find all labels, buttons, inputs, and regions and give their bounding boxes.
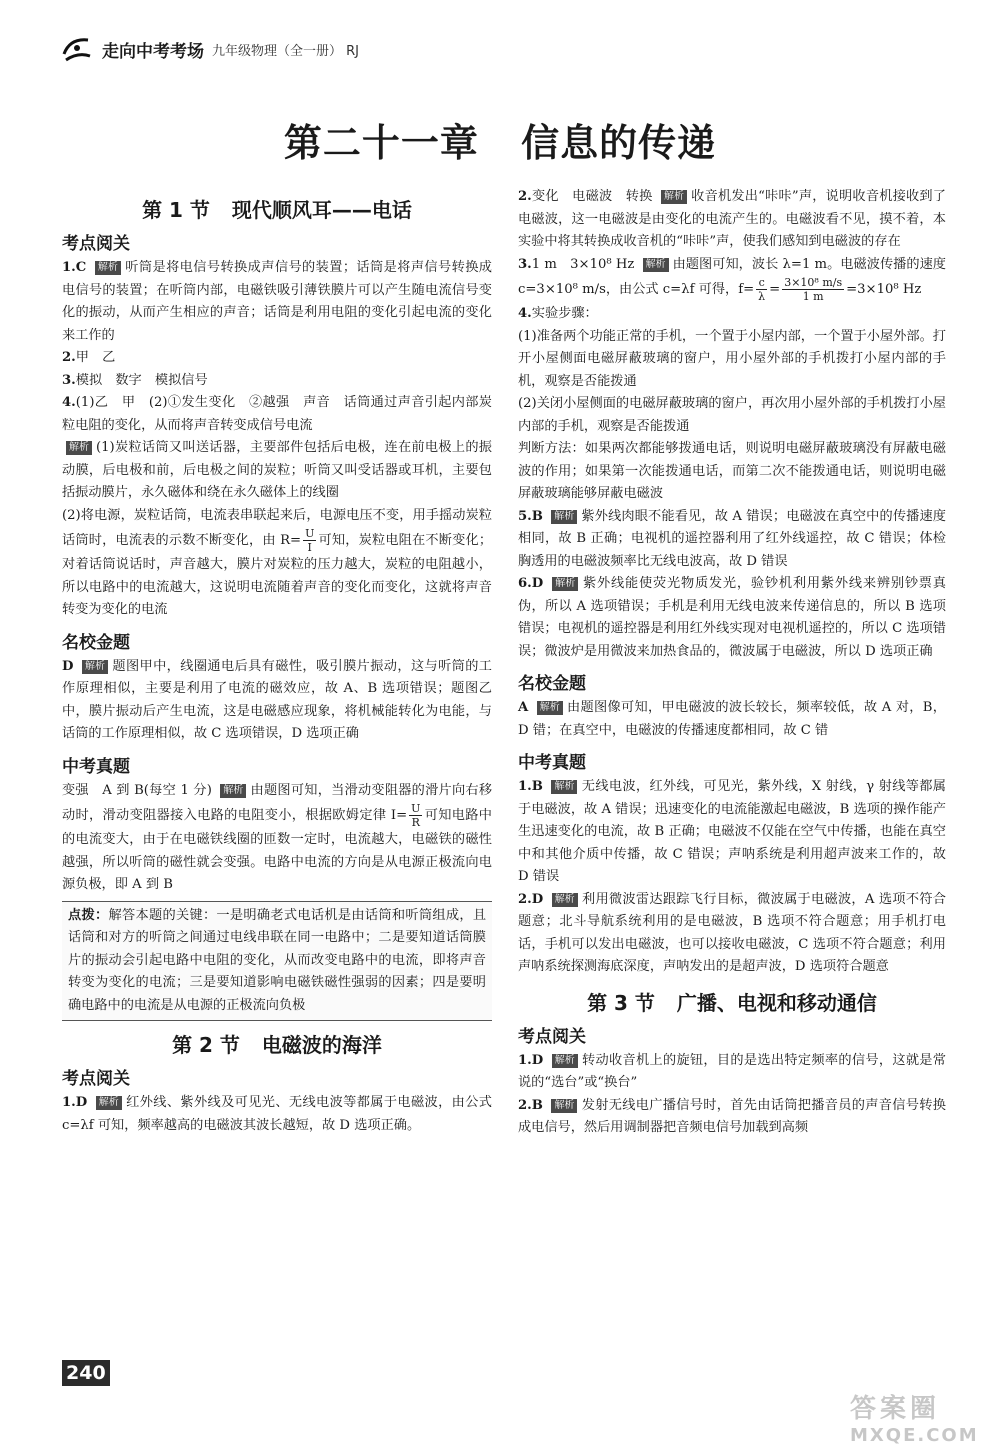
fraction: $\frac{U}{R}$ (411, 802, 421, 829)
answer-item: 3.模拟 数字 模拟信号 (62, 372, 208, 388)
answer-item: 判断方法：如果两次都能够拨通电话，则说明电磁屏蔽玻璃没有屏蔽电磁波的作用；如果第一次能拨通电话，而第二次不能拨通电话，则说明电磁屏蔽玻璃能够屏蔽电磁波 (518, 441, 946, 501)
answer-item: 4.实验步骤： (518, 306, 598, 321)
tip-box: 点拨：解答本题的关键：一是明确老式电话机是由话筒和听筒组成，且话筒和对方的听筒之间通过电线串联在同一电路中；二是要知道话筒膜片的振动会引起电路中电阻的变化，从而改变电路中的电流，即将声音转变为变化的电流；三是要知道影响电磁铁磁性强弱的因素；四是要明确电路中的电流是从电源的正极流向负极 (62, 901, 492, 1022)
answer-item: 5.B 解析 紫外线肉眼不能看见，故 A 错误；电磁波在真空中的传播速度相同，故 B 正确；电视机的遥控器利用了红外线遥控，故 C 错误；体检胸透用的电磁波频率比无线电波高，故 D 错误 (518, 508, 946, 569)
analysis-tag: 解析 (552, 1054, 578, 1068)
chapter-name: 信息的传递 (521, 121, 717, 165)
analysis-tag: 解析 (643, 258, 669, 272)
watermark-line2: MXQE.COM (850, 1425, 979, 1446)
section-3-title: 第 3 节 广播、电视和移动通信 (587, 990, 877, 1015)
heading-zhongkao: 中考真题 (518, 753, 586, 773)
watermark-logo (850, 1388, 980, 1446)
page-number: 240 (62, 1360, 110, 1386)
heading-mingxiao: 名校金题 (518, 674, 586, 694)
chapter-label: 第二十一章 (283, 121, 479, 165)
analysis-tag: 解析 (66, 441, 92, 455)
heading-mingxiao: 名校金题 (62, 632, 130, 653)
brand-name: 走向中考考场 (102, 41, 204, 62)
analysis-tag: 解析 (551, 1099, 577, 1113)
page-header (60, 34, 359, 64)
section-1-title: 第 1 节 现代顺风耳——电话 (142, 198, 412, 222)
answer-item: 1.B 解析 无线电波，红外线，可见光，紫外线，X 射线，γ 射线等都属于电磁波，故 A 错误；迅速变化的电流能激起电磁波，B 选项的操作能产生迅速变化的电流，故 B 正确；电磁波不仅能在空气中传播，也能在真空中和其他介质中传播，故 C 错误；声呐系统是利用超声波来工作的，故 D 错误 (518, 779, 946, 884)
answer-item: 1.D 解析 转动收音机上的旋钮，目的是选出特定频率的信号，这就是常说的“选台”或“换台” (518, 1052, 946, 1090)
analysis-tag: 解析 (537, 701, 563, 715)
heading-kaodian: 考点阅关 (518, 1026, 586, 1047)
analysis-tag: 解析 (552, 577, 578, 591)
answer-item: 2.B 解析 发射无线电广播信号时，首先由话筒把播音员的声音信号转换成电信号，然后用调制器把音频电信号加载到高频 (518, 1097, 946, 1135)
book-subtitle: 九年级物理（全一册） RJ (212, 43, 359, 59)
answer-item: 3.1 m 3×10⁸ Hz 解析 由题图可知，波长 λ=1 m。电磁波传播的速度 c=3×10⁸ m/s，由公式 c=λf 可得，f= $\frac{c}{\lambda}$ = $\frac{\text{3×10⁸ m/s}}{1 m}$ =3×10⁸ Hz (518, 256, 946, 303)
heading-kaodian: 考点阅关 (62, 234, 130, 254)
heading-kaodian: 考点阅关 (62, 1069, 130, 1089)
watermark-line1: 答案圈 (850, 1394, 941, 1424)
analysis-tag: 解析 (551, 780, 577, 794)
brand-logo-icon (60, 34, 94, 64)
fraction: $\frac{\text{3×10⁸ m/s}}{1 m}$ (784, 276, 843, 303)
answer-item: 1.C 解析 听筒是将电信号转换成声信号的装置；话筒是将声信号转换成电信号的装置；在听筒内部，电磁铁吸引薄铁膜片可以产生随电流信号变化的振动，从而产生相应的声音；话筒是利用电阻的变化引起电流的变化来工作的 (62, 260, 492, 343)
analysis-tag: 解析 (96, 1096, 122, 1110)
chapter-title (0, 112, 1000, 167)
answer-item: 6.D 解析 紫外线能使荧光物质发光，验钞机利用紫外线来辨别钞票真伪，所以 A 选项错误；手机是利用无线电波来传递信息的，所以 B 选项错误；电视机的遥控器是利用红外线实现对电视机遥控的，所以 C 选项错误；微波炉是用微波来加热食品的，微波属于电磁波，所以 D 选项正确 (518, 576, 946, 659)
heading-zhongkao: 中考真题 (62, 756, 130, 777)
answer-item: 变强 A 到 B(每空 1 分) 解析 由题图可知，当滑动变阻器的滑片向右移动时，滑动变阻器接入电路的电阻变小，根据欧姆定律 I= $\frac{U}{R}$ 可知电路中的电流变大，由于在电磁铁线圈的匝数一定时，电流越大，电磁铁的磁性越强，所以听筒的磁性就会变强。电路中电流的方向是从电源正极流向电源负极，即 A 到 B (62, 782, 493, 892)
section-2-title: 第 2 节 电磁波的海洋 (172, 1033, 382, 1057)
answer-item: 2.D 解析 利用微波雷达跟踪飞行目标，微波属于电磁波，A 选项不符合题意；北斗导航系统利用的是电磁波，B 选项不符合题意；用手机打电话，手机可以发出电磁波，也可以接收电磁波，C 选项不符合题意；利用声呐系统探测海底深度，声呐发出的是超声波，D 选项符合题意 (518, 891, 946, 974)
answer-item: D 解析 题图甲中，线圈通电后具有磁性，吸引膜片振动，这与听筒的工作原理相似，主要是利用了电流的磁效应，故 A、B 选项错误；题图乙中，膜片振动后产生电流，这是电磁感应现象，将机械能转化为电能，与话筒的工作原理相似，故 C 选项错误，D 选项正确 (62, 658, 492, 741)
answer-item: 解析 (1)炭粒话筒又叫送话器，主要部件包括后电极，连在前电极上的振动膜，后电极和前，后电极之间的炭粒；听筒又叫受话器或耳机，主要包括振动膜片，永久磁体和绕在永久磁体上的线圈 (62, 440, 492, 500)
answer-item: 2.甲 乙 (62, 350, 116, 365)
answer-item: 1.D 解析 红外线、紫外线及可见光、无线电波等都属于电磁波，由公式 c=λf 可知，频率越高的电磁波其波长越短，故 D 选项正确。 (62, 1095, 492, 1133)
fraction: $\frac{c}{\lambda}$ (758, 276, 766, 303)
left-column (62, 186, 492, 1137)
analysis-tag: 解析 (82, 660, 108, 674)
right-column (518, 186, 946, 1140)
answer-item: (1)准备两个功能正常的手机，一个置于小屋内部，一个置于小屋外部。打开小屋侧面电磁屏蔽玻璃的窗户，用小屋外部的手机拨打小屋内部的手机，观察是否能拨通 (518, 328, 946, 389)
analysis-tag: 解析 (552, 893, 578, 907)
answer-item: 4.(1)乙 甲 (2)①发生变化 ②越强 声音 话筒通过声音引起内部炭粒电阻的变化，从而将声音转变成信号电流 (62, 395, 492, 433)
analysis-tag: 解析 (551, 510, 577, 524)
analysis-tag: 解析 (220, 784, 246, 798)
tip-label: 点拨： (68, 907, 109, 923)
answer-item: (2)关闭小屋侧面的电磁屏蔽玻璃的窗户，再次用小屋外部的手机拨打小屋内部的手机，观察是否能拨通 (518, 396, 946, 434)
fraction: $\frac{U}{I}$ (305, 527, 315, 554)
answer-item: 2.变化 电磁波 转换 解析 收音机发出“咔咔”声，说明收音机接收到了电磁波，这一电磁波是由变化的电流产生的。电磁波看不见，摸不着，本实验中将其转换成收音机的“咔咔”声，使我们感知到电磁波的存在 (518, 189, 946, 249)
analysis-tag: 解析 (95, 261, 121, 275)
answer-item: A 解析 由题图像可知，甲电磁波的波长较长，频率较低，故 A 对，B，D 错；在真空中，电磁波的传播速度都相同，故 C 错 (518, 700, 946, 738)
analysis-tag: 解析 (661, 190, 687, 204)
answer-item: (2)将电源，炭粒话筒，电流表串联起来后，电源电压不变，用手摇动炭粒话筒时，电流表的示数不断变化，由 R= $\frac{U}{I}$ 可知，炭粒电阻在不断变化；对着话筒说话时，声音越大，膜片对炭粒的压力越大，炭粒的电阻越小，所以电路中的电流越大，这说明电流随着声音的变化而变化，这就将声音转变为变化的电流 (62, 507, 493, 617)
